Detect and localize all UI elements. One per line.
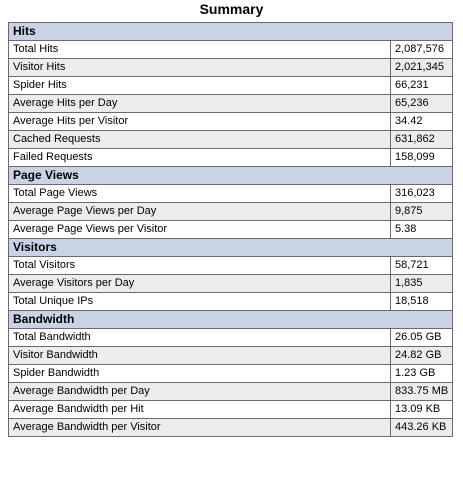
row-value: 1.23 GB (391, 365, 453, 383)
row-label: Spider Hits (9, 77, 391, 95)
section-header-page-views (9, 167, 453, 185)
row-label: Total Page Views (9, 185, 391, 203)
row-label: Visitor Hits (9, 59, 391, 77)
table-row (9, 203, 453, 221)
row-label: Total Unique IPs (9, 293, 391, 311)
row-value: 24.82 GB (391, 347, 453, 365)
row-value: 9,875 (391, 203, 453, 221)
row-label: Total Hits (9, 41, 391, 59)
table-row (9, 293, 453, 311)
table-row (9, 113, 453, 131)
table-row (9, 347, 453, 365)
row-label: Visitor Bandwidth (9, 347, 391, 365)
row-label: Average Hits per Visitor (9, 113, 391, 131)
section-title: Visitors (9, 239, 453, 257)
row-label: Failed Requests (9, 149, 391, 167)
section-header-hits (9, 23, 453, 41)
row-label: Average Bandwidth per Hit (9, 401, 391, 419)
row-label: Average Bandwidth per Day (9, 383, 391, 401)
row-label: Total Bandwidth (9, 329, 391, 347)
section-title: Bandwidth (9, 311, 453, 329)
section-header-visitors (9, 239, 453, 257)
row-label: Average Page Views per Visitor (9, 221, 391, 239)
row-value: 833.75 MB (391, 383, 453, 401)
row-value: 65,236 (391, 95, 453, 113)
summary-table-body (9, 23, 453, 437)
table-row (9, 275, 453, 293)
row-label: Average Bandwidth per Visitor (9, 419, 391, 437)
row-label: Average Page Views per Day (9, 203, 391, 221)
row-value: 631,862 (391, 131, 453, 149)
row-value: 2,021,345 (391, 59, 453, 77)
table-row (9, 383, 453, 401)
table-row (9, 131, 453, 149)
table-row (9, 221, 453, 239)
row-value: 1,835 (391, 275, 453, 293)
table-row (9, 149, 453, 167)
row-value: 18,518 (391, 293, 453, 311)
table-row (9, 185, 453, 203)
table-row (9, 365, 453, 383)
row-label: Average Visitors per Day (9, 275, 391, 293)
row-label: Cached Requests (9, 131, 391, 149)
table-row (9, 419, 453, 437)
table-row (9, 59, 453, 77)
table-row (9, 41, 453, 59)
row-value: 13.09 KB (391, 401, 453, 419)
table-row (9, 77, 453, 95)
row-value: 5.38 (391, 221, 453, 239)
row-value: 158,099 (391, 149, 453, 167)
table-row (9, 329, 453, 347)
table-row (9, 257, 453, 275)
row-value: 26.05 GB (391, 329, 453, 347)
section-header-bandwidth (9, 311, 453, 329)
table-row (9, 95, 453, 113)
row-value: 443.26 KB (391, 419, 453, 437)
row-value: 2,087,576 (391, 41, 453, 59)
table-row (9, 401, 453, 419)
summary-table (8, 22, 453, 437)
row-value: 316,023 (391, 185, 453, 203)
row-value: 58,721 (391, 257, 453, 275)
row-value: 66,231 (391, 77, 453, 95)
section-title: Page Views (9, 167, 453, 185)
page-title: Summary (199, 1, 264, 17)
row-label: Spider Bandwidth (9, 365, 391, 383)
row-value: 34.42 (391, 113, 453, 131)
row-label: Total Visitors (9, 257, 391, 275)
row-label: Average Hits per Day (9, 95, 391, 113)
section-title: Hits (9, 23, 453, 41)
